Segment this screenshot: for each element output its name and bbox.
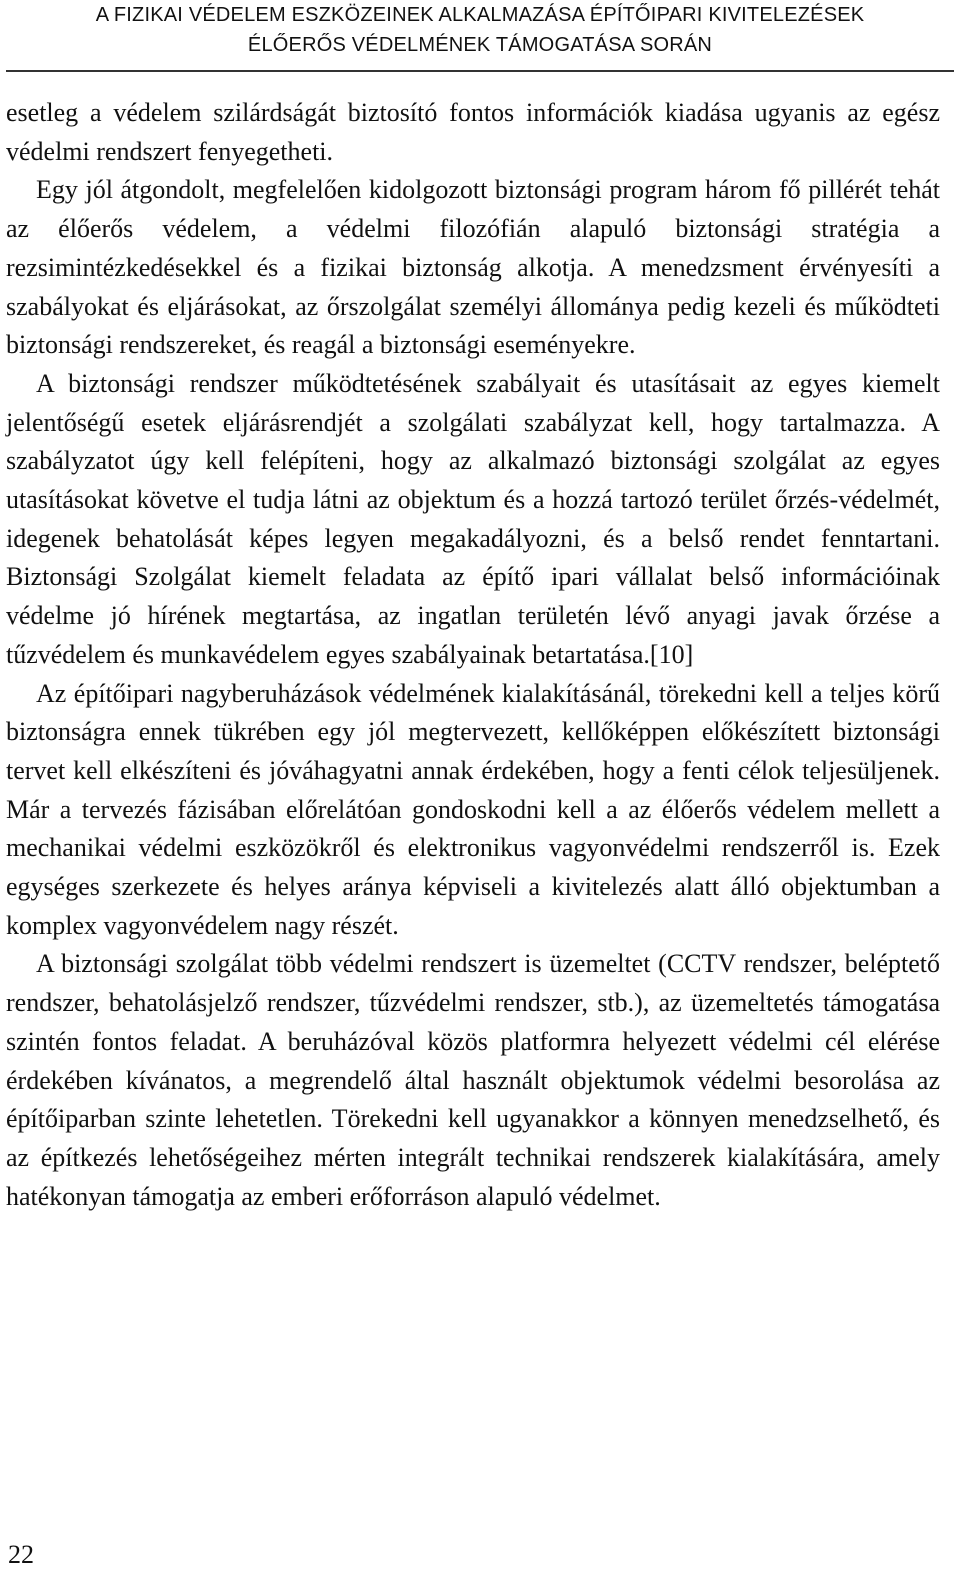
paragraph-construction-projects: Az építőipari nagyberuházások védelmének kialakításánál, törekedni kell a teljes körű biztonságra ennek tükrében egy jól megtervezett, kellőképpen előkészített biztonsági tervet kell elkészíteni és jóváhagyatni annak érdekében, hogy a fenti célok teljesüljenek. Már a tervezés fázisában előrelátóan gondoskodni kell a az élőerős védelem mellett a mechanikai védelmi eszközökről és elektronikus vagyonvédelmi rendszerről is. Ezek egységes szerkezete és helyes aránya képviseli a kivitelezés alatt álló objektumban a komplex vagyonvédelem nagy részét. (6, 678, 940, 940)
running-header-line-2: ÉLŐERŐS VÉDELMÉNEK TÁMOGATÁSA SORÁN (247, 34, 713, 56)
paragraph-security-service: A biztonsági szolgálat több védelmi rendszert is üzemeltet (CCTV rendszer, beléptető rendszer, behatolásjelző rendszer, tűzvédelmi rendszer, stb.), az üzemeltetés támogatása szintén fontos feladat. A beruházóval közös platformra helyezett védelmi cél elérése érdekében kívánatos, a megrendelő által használt objektumok védelmi besorolása az építőiparban szinte lehetetlen. Törekedni kell ugyanakkor a könnyen menedzselhető, és az építkezés lehetőségeihez mérten integrált technikai rendszerek kialakítására, amely hatékonyan támogatja az emberi erőforráson alapuló védelmet. (6, 949, 940, 1211)
body-text (6, 94, 940, 1216)
running-header-line-1: A FIZIKAI VÉDELEM ESZKÖZEINEK ALKALMAZÁSA ÉPÍTŐIPARI KIVITELEZÉSEK (95, 4, 865, 26)
running-header (6, 0, 954, 60)
paragraph-continuation: esetleg a védelem szilárdságát biztosító fontos információk kiadása ugyanis az egész védelmi rendszert fenyegetheti. (6, 98, 940, 166)
paragraph-security-system-rules: A biztonsági rendszer működtetésének szabályait és utasításait az egyes kiemelt jelentőségű esetek eljárásrendjét a szolgálati szabályzat kell, hogy tartalmazza. A szabályzatot úgy kell felépíteni, hogy az alkalmazó biztonsági szolgálat az egyes utasításokat követve el tudja látni az objektum és a hozzá tartozó terület őrzés-védelmét, idegenek behatolását képes legyen megakadályozni, és a belső rendet fenntartani. Biztonsági Szolgálat kiemelt feladata az építő ipari vállalat belső információinak védelme jó hírének megtartása, az ingatlan területén lévő anyagi javak őrzése a tűzvédelem és munkavédelem egyes szabályainak betartatása.[10] (6, 368, 940, 669)
page-number: 22 (8, 1540, 34, 1569)
header-divider (6, 70, 954, 72)
paragraph-security-program: Egy jól átgondolt, megfelelően kidolgozott biztonsági program három fő pillérét tehát az élőerős védelem, a védelmi filozófián alapuló biztonsági stratégia a rezsimintézkedésekkel és a fizikai biztonság alkotja. A menedzsment érvényesíti a szabályokat és eljárásokat, az őrszolgálat személyi állománya pedig kezeli és működteti biztonsági rendszereket, és reagál a biztonsági eseményekre. (6, 175, 940, 360)
